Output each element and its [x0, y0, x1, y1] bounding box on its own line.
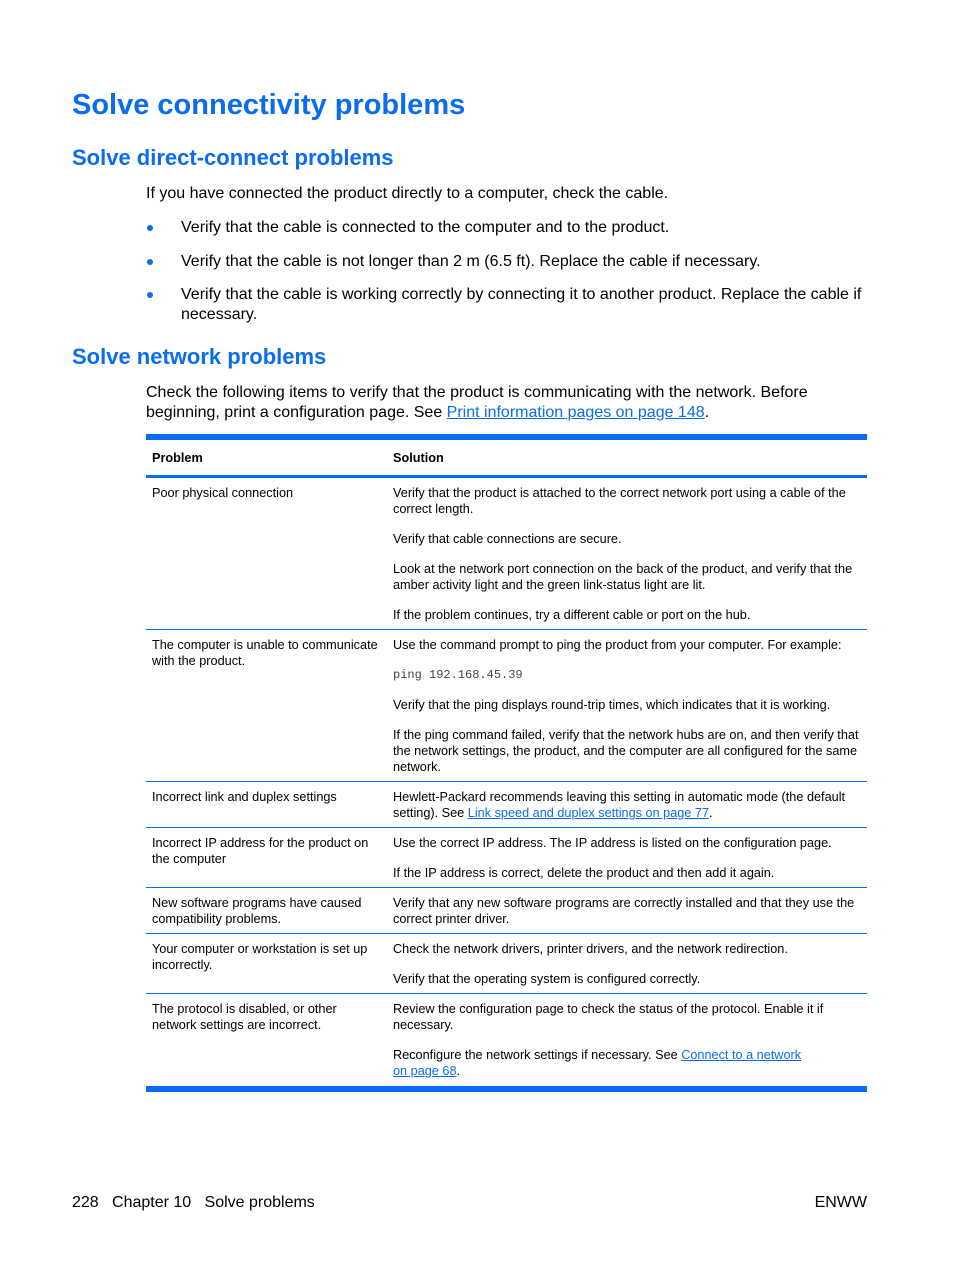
table-row — [146, 994, 867, 1090]
table-row — [146, 630, 867, 782]
list-item: Verify that the cable is working correctly by connecting it to another product. Replace the cable if necessary. — [146, 285, 868, 324]
solution-cell: Use the correct IP address. The IP address is listed on the configuration page. If the IP address is correct, delete the product and then add it again. — [387, 828, 867, 888]
list-item: Verify that the cable is connected to the computer and to the product. — [146, 218, 868, 238]
connect-to-network-link[interactable]: Connect to a network — [681, 1048, 802, 1062]
bullet-icon — [147, 292, 153, 298]
solution-cell: Verify that the product is attached to the correct network port using a cable of the correct length. Verify that cable connections are secure. Look at the network port connection on the back of the product, and verify that the amber activity light and the green link-status light are lit. If the problem continues, try a different cable or port on the hub. — [387, 477, 867, 630]
link-speed-duplex-link[interactable]: Link speed and duplex settings on page 77 — [467, 806, 710, 820]
table-row — [146, 888, 867, 934]
problem-cell: Incorrect IP address for the product on the computer — [146, 828, 387, 888]
connect-to-network-page-link[interactable]: on page 68 — [393, 1064, 457, 1078]
solution-cell: Use the command prompt to ping the product from your computer. For example: ping 192.168.45.39 Verify that the ping displays round-trip times, which indicates that it is working. If the ping command failed, verify that the network hubs are on, and then verify that the network settings, the product, and the computer are all configured for the same network. — [387, 630, 867, 782]
page-title: Solve connectivity problems — [72, 89, 466, 121]
column-header-problem: Problem — [146, 437, 387, 477]
solution-cell: Review the configuration page to check the status of the protocol. Enable it if necessary. Reconfigure the network settings if necessary. See Connect to a network on page 68. — [387, 994, 867, 1090]
table-header-row — [146, 437, 867, 477]
print-info-pages-link[interactable]: Print information pages on page 148 — [446, 403, 705, 421]
solution-cell: Hewlett-Packard recommends leaving this setting in automatic mode (the default setting). See Link speed and duplex settings on page 77. — [387, 782, 867, 828]
problem-cell: Your computer or workstation is set up incorrectly. — [146, 934, 387, 994]
section-heading-direct-connect: Solve direct-connect problems — [72, 145, 394, 170]
network-intro: Check the following items to verify that the product is communicating with the network. Before beginning, print a configuration page. See Print information pages on page 148. — [146, 384, 808, 421]
problem-cell: The protocol is disabled, or other network settings are incorrect. — [146, 994, 387, 1090]
solution-cell: Check the network drivers, printer drivers, and the network redirection. Verify that the operating system is configured correctly. — [387, 934, 867, 994]
problem-cell: New software programs have caused compatibility problems. — [146, 888, 387, 934]
table-row — [146, 477, 867, 630]
direct-connect-checklist — [146, 218, 868, 338]
table-row — [146, 782, 867, 828]
footer-enww: ENWW — [814, 1194, 867, 1211]
ping-command-example: ping 192.168.45.39 — [393, 668, 523, 682]
problem-cell: The computer is unable to communicate with the product. — [146, 630, 387, 782]
list-item: Verify that the cable is not longer than 2 m (6.5 ft). Replace the cable if necessary. — [146, 252, 868, 272]
section-heading-network: Solve network problems — [72, 344, 327, 369]
direct-connect-intro: If you have connected the product directly to a computer, check the cable. — [146, 185, 669, 202]
column-header-solution: Solution — [387, 437, 867, 477]
table-row — [146, 828, 867, 888]
problem-cell: Poor physical connection — [146, 477, 387, 630]
solution-cell: Verify that any new software programs are correctly installed and that they use the correct printer driver. — [387, 888, 867, 934]
footer-page-info: 228 Chapter 10 Solve problems — [72, 1194, 315, 1211]
problem-cell: Incorrect link and duplex settings — [146, 782, 387, 828]
bullet-icon — [147, 259, 153, 265]
table-row — [146, 934, 867, 994]
bullet-icon — [147, 225, 153, 231]
network-problems-table — [146, 434, 867, 1092]
